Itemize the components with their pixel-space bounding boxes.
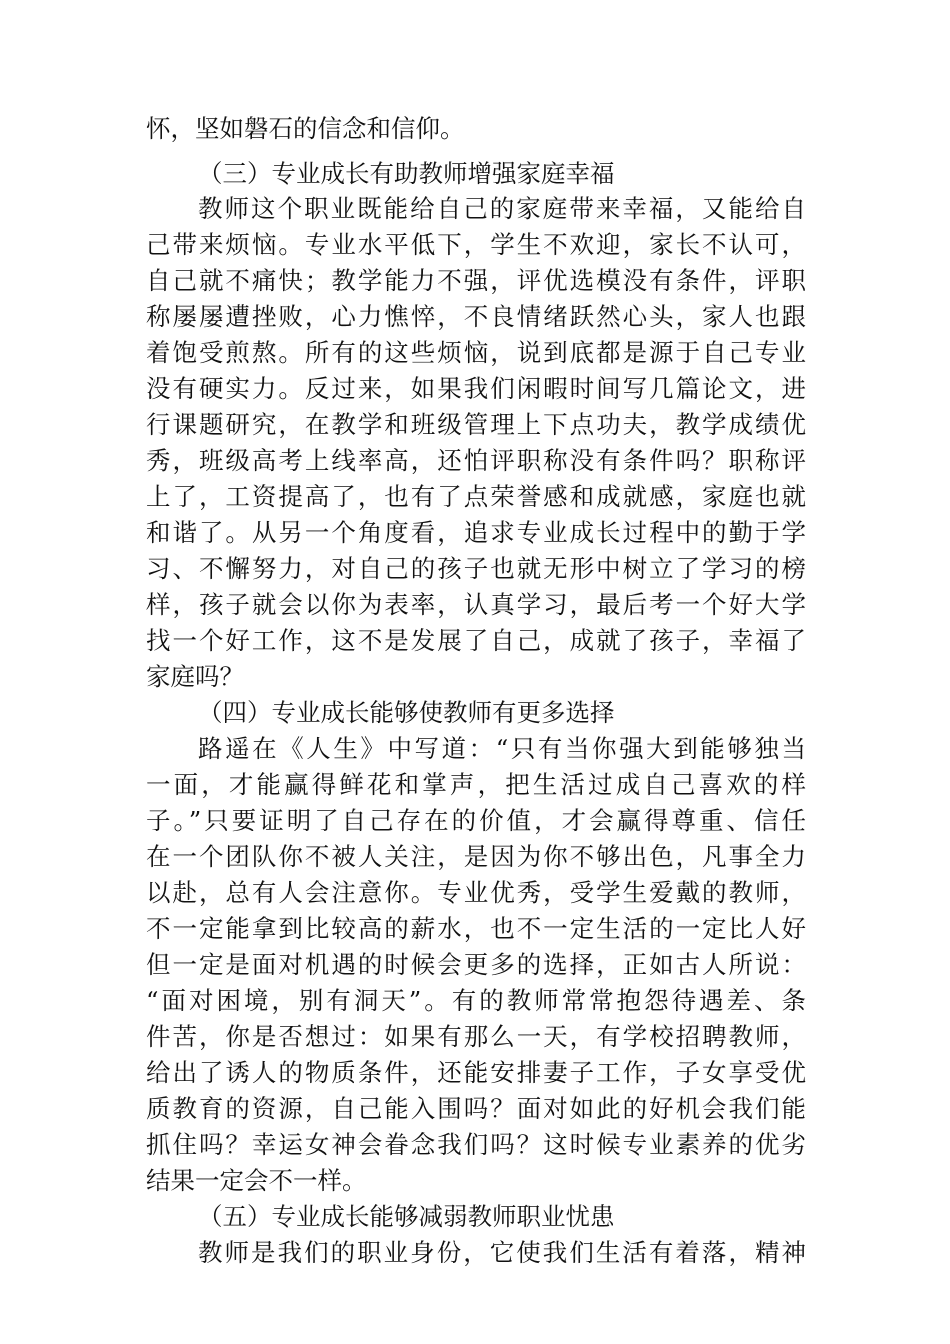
text-line: 在一个团队你不被人关注，是因为你不够出色，凡事全力 [146, 842, 806, 871]
section-heading: （三）专业成长有助教师增强家庭幸福 [198, 159, 615, 188]
text-line: 称屡屡遭挫败，心力憔悴，不良情绪跃然心头，家人也跟 [146, 302, 806, 331]
text-line: 一面，才能赢得鲜花和掌声，把生活过成自己喜欢的样 [146, 770, 806, 799]
text-line: 教师是我们的职业身份，它使我们生活有着落，精神 [198, 1238, 806, 1267]
text-line: 不一定能拿到比较高的薪水，也不一定生活的一定比人好 [146, 914, 806, 943]
text-line: 秀，班级高考上线率高，还怕评职称没有条件吗？职称评 [146, 446, 806, 475]
section-heading: （五）专业成长能够减弱教师职业忧患 [198, 1202, 615, 1231]
text-line: 行课题研究，在教学和班级管理上下点功夫，教学成绩优 [146, 410, 806, 439]
text-line: 着饱受煎熬。所有的这些烦恼，说到底都是源于自己专业 [146, 338, 806, 367]
text-line: 结果一定会不一样。 [146, 1166, 367, 1195]
text-line: 抓住吗？幸运女神会眷念我们吗？这时候专业素养的优劣 [146, 1130, 806, 1159]
text-line: 上了，工资提高了，也有了点荣誉感和成就感，家庭也就 [146, 482, 806, 511]
text-line: 但一定是面对机遇的时候会更多的选择，正如古人所说： [146, 950, 806, 979]
text-line: 给出了诱人的物质条件，还能安排妻子工作，子女享受优 [146, 1058, 806, 1087]
text-line: “面对困境，别有洞天”。有的教师常常抱怨待遇差、条 [146, 986, 806, 1015]
section-heading: （四）专业成长能够使教师有更多选择 [198, 698, 615, 727]
text-line: 怀，坚如磐石的信念和信仰。 [146, 114, 465, 143]
text-line: 习、不懈努力，对自己的孩子也就无形中树立了学习的榜 [146, 554, 806, 583]
text-line: 找一个好工作，这不是发展了自己，成就了孩子，幸福了 [146, 626, 806, 655]
text-line: 以赴，总有人会注意你。专业优秀，受学生爱戴的教师， [146, 878, 806, 907]
text-line: 件苦，你是否想过：如果有那么一天，有学校招聘教师， [146, 1022, 806, 1051]
text-line: 没有硬实力。反过来，如果我们闲暇时间写几篇论文，进 [146, 374, 806, 403]
text-line: 自己就不痛快；教学能力不强，评优选模没有条件，评职 [146, 266, 806, 295]
text-line: 子。”只要证明了自己存在的价值，才会赢得尊重、信任 [146, 806, 806, 835]
text-line: 和谐了。从另一个角度看，追求专业成长过程中的勤于学 [146, 518, 806, 547]
text-line: 质教育的资源，自己能入围吗？面对如此的好机会我们能 [146, 1094, 806, 1123]
text-line: 样，孩子就会以你为表率，认真学习，最后考一个好大学 [146, 590, 806, 619]
text-line: 教师这个职业既能给自己的家庭带来幸福，又能给自 [198, 194, 806, 223]
text-line: 路遥在《人生》中写道：“只有当你强大到能够独当 [198, 734, 806, 763]
text-line: 己带来烦恼。专业水平低下，学生不欢迎，家长不认可， [146, 230, 806, 259]
text-line: 家庭吗？ [146, 662, 244, 691]
